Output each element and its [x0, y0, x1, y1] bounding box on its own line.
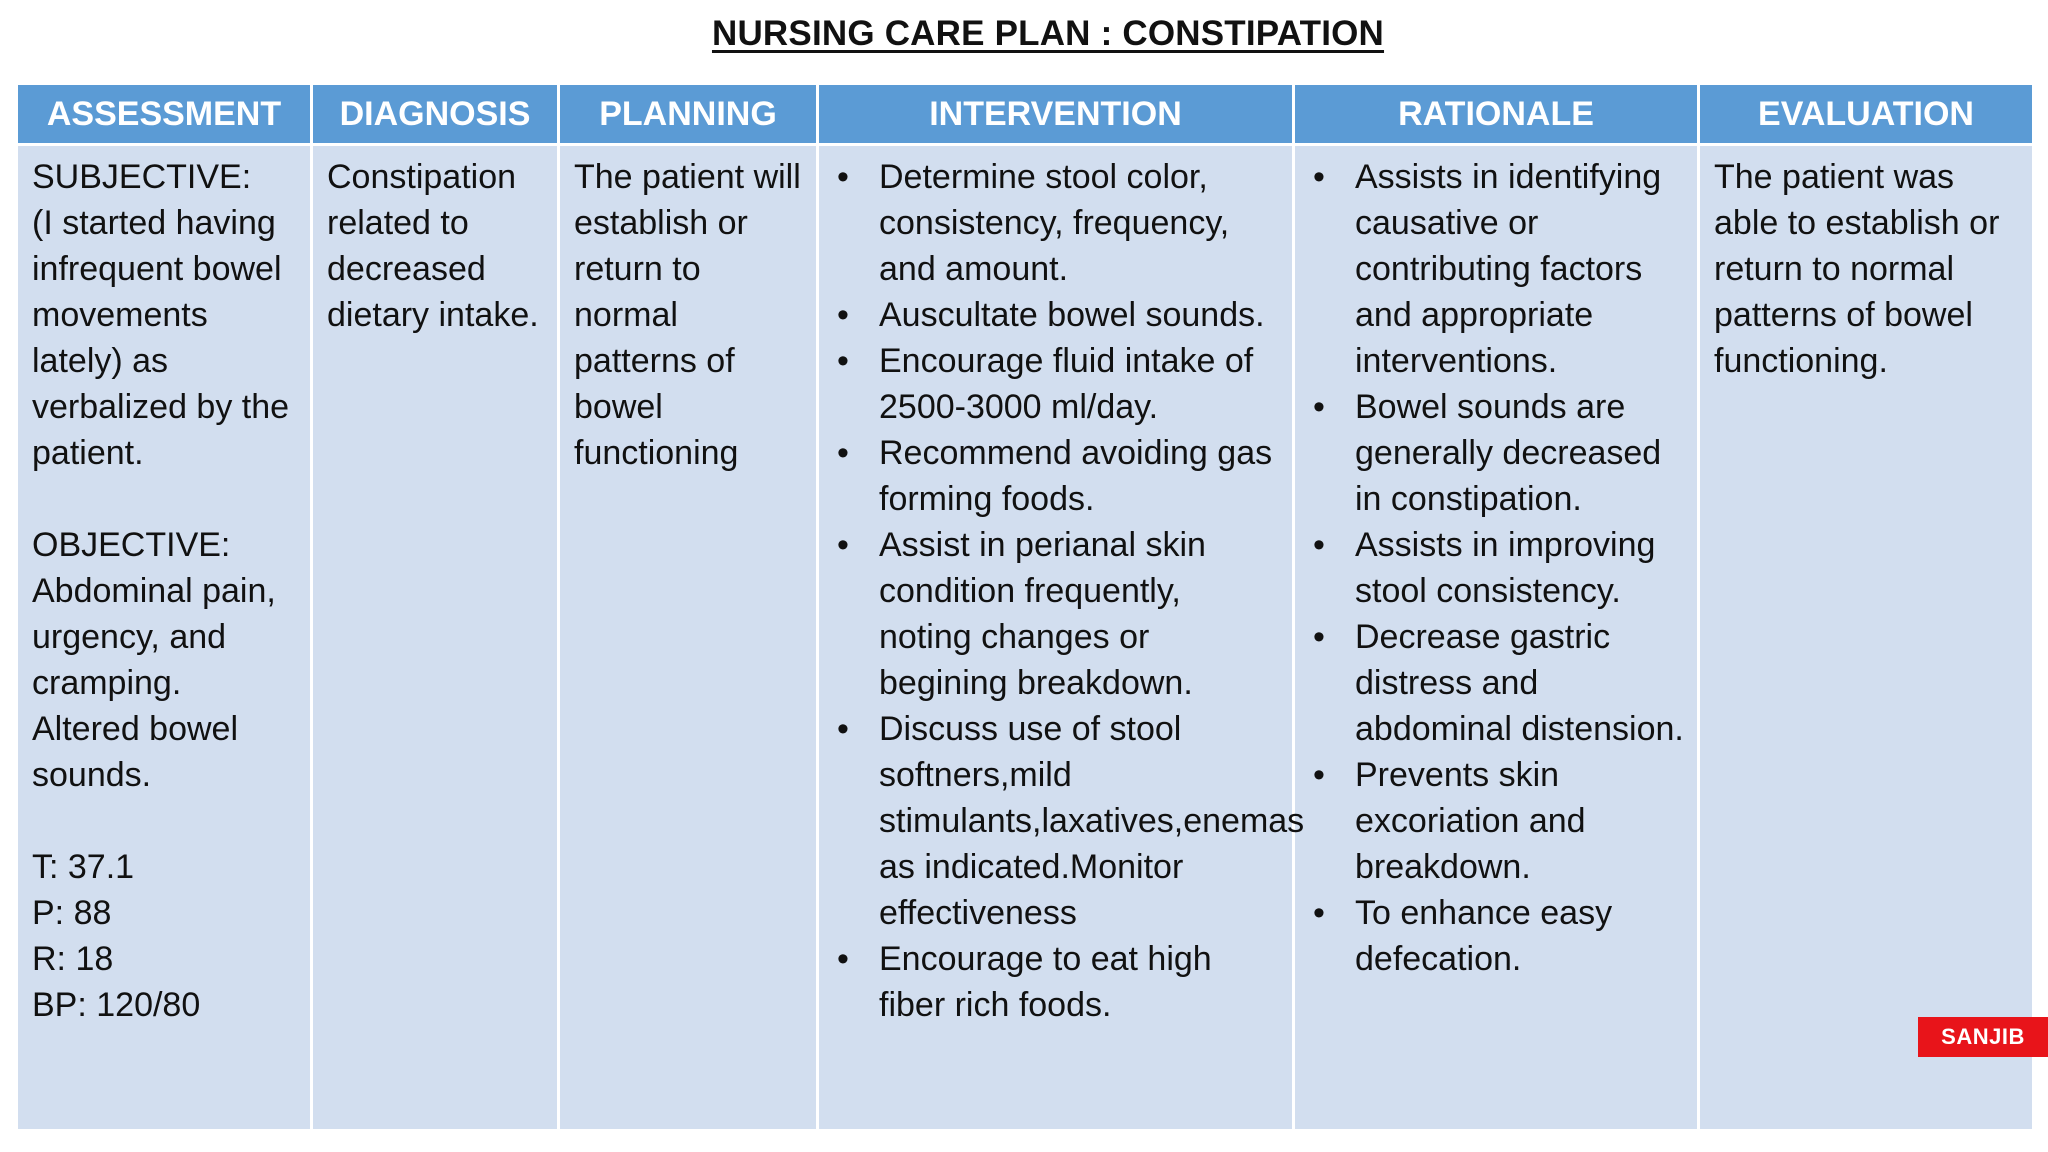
evaluation-cell: The patient was able to establish or return to normal patterns of bowel functioning. — [1699, 145, 2034, 1131]
page-title: NURSING CARE PLAN : CONSTIPATION — [711, 14, 1385, 53]
assessment-cell: SUBJECTIVE: (I started having infrequent bowel movements lately) as verbalized by the patient. OBJECTIVE: Abdominal pain, urgency, and cramping. Altered bowel sounds. T: 37.1 P: 88 R: 18 BP: 120/80 — [17, 145, 312, 1131]
header-row — [17, 84, 2034, 145]
intervention-item: • Determine stool color, consistency, frequency, and amount. — [833, 154, 1280, 292]
rationale-item: • Prevents skin excoriation and breakdown. — [1309, 752, 1685, 890]
intervention-item: • Recommend avoiding gas forming foods. — [833, 430, 1280, 522]
rationale-item: • Bowel sounds are generally decreased in constipation. — [1309, 384, 1685, 522]
diagnosis-cell: Constipation related to decreased dietary intake. — [312, 145, 559, 1131]
care-plan-table — [15, 82, 2035, 1132]
header-diagnosis: DIAGNOSIS — [312, 84, 559, 145]
intervention-item: • Encourage to eat high fiber rich foods. — [833, 936, 1280, 1028]
header-intervention: INTERVENTION — [818, 84, 1294, 145]
header-assessment: ASSESSMENT — [17, 84, 312, 145]
rationale-item: • Assists in improving stool consistency. — [1309, 522, 1685, 614]
intervention-item: • Discuss use of stool softners,mild stimulants,laxatives,enemas as indicated.Monitor effectiveness — [833, 706, 1280, 936]
planning-cell: The patient will establish or return to normal patterns of bowel functioning — [559, 145, 818, 1131]
rationale-cell — [1294, 145, 1699, 1131]
header-evaluation: EVALUATION — [1699, 84, 2034, 145]
rationale-item: • To enhance easy defecation. — [1309, 890, 1685, 982]
intervention-list — [833, 154, 1305, 1028]
rationale-item: • Decrease gastric distress and abdominal distension. — [1309, 614, 1685, 752]
rationale-item: • Assists in identifying causative or contributing factors and appropriate interventions. — [1309, 154, 1685, 384]
header-rationale: RATIONALE — [1294, 84, 1699, 145]
intervention-item: • Assist in perianal skin condition frequently, noting changes or begining breakdown. — [833, 522, 1280, 706]
header-planning: PLANNING — [559, 84, 818, 145]
intervention-cell — [818, 145, 1305, 1131]
intervention-item: • Encourage fluid intake of 2500-3000 ml/day. — [833, 338, 1280, 430]
content-row — [17, 145, 2034, 1131]
author-badge: SANJIB — [1918, 1017, 2048, 1057]
intervention-item: • Auscultate bowel sounds. — [833, 292, 1280, 338]
rationale-list — [1309, 154, 1685, 982]
